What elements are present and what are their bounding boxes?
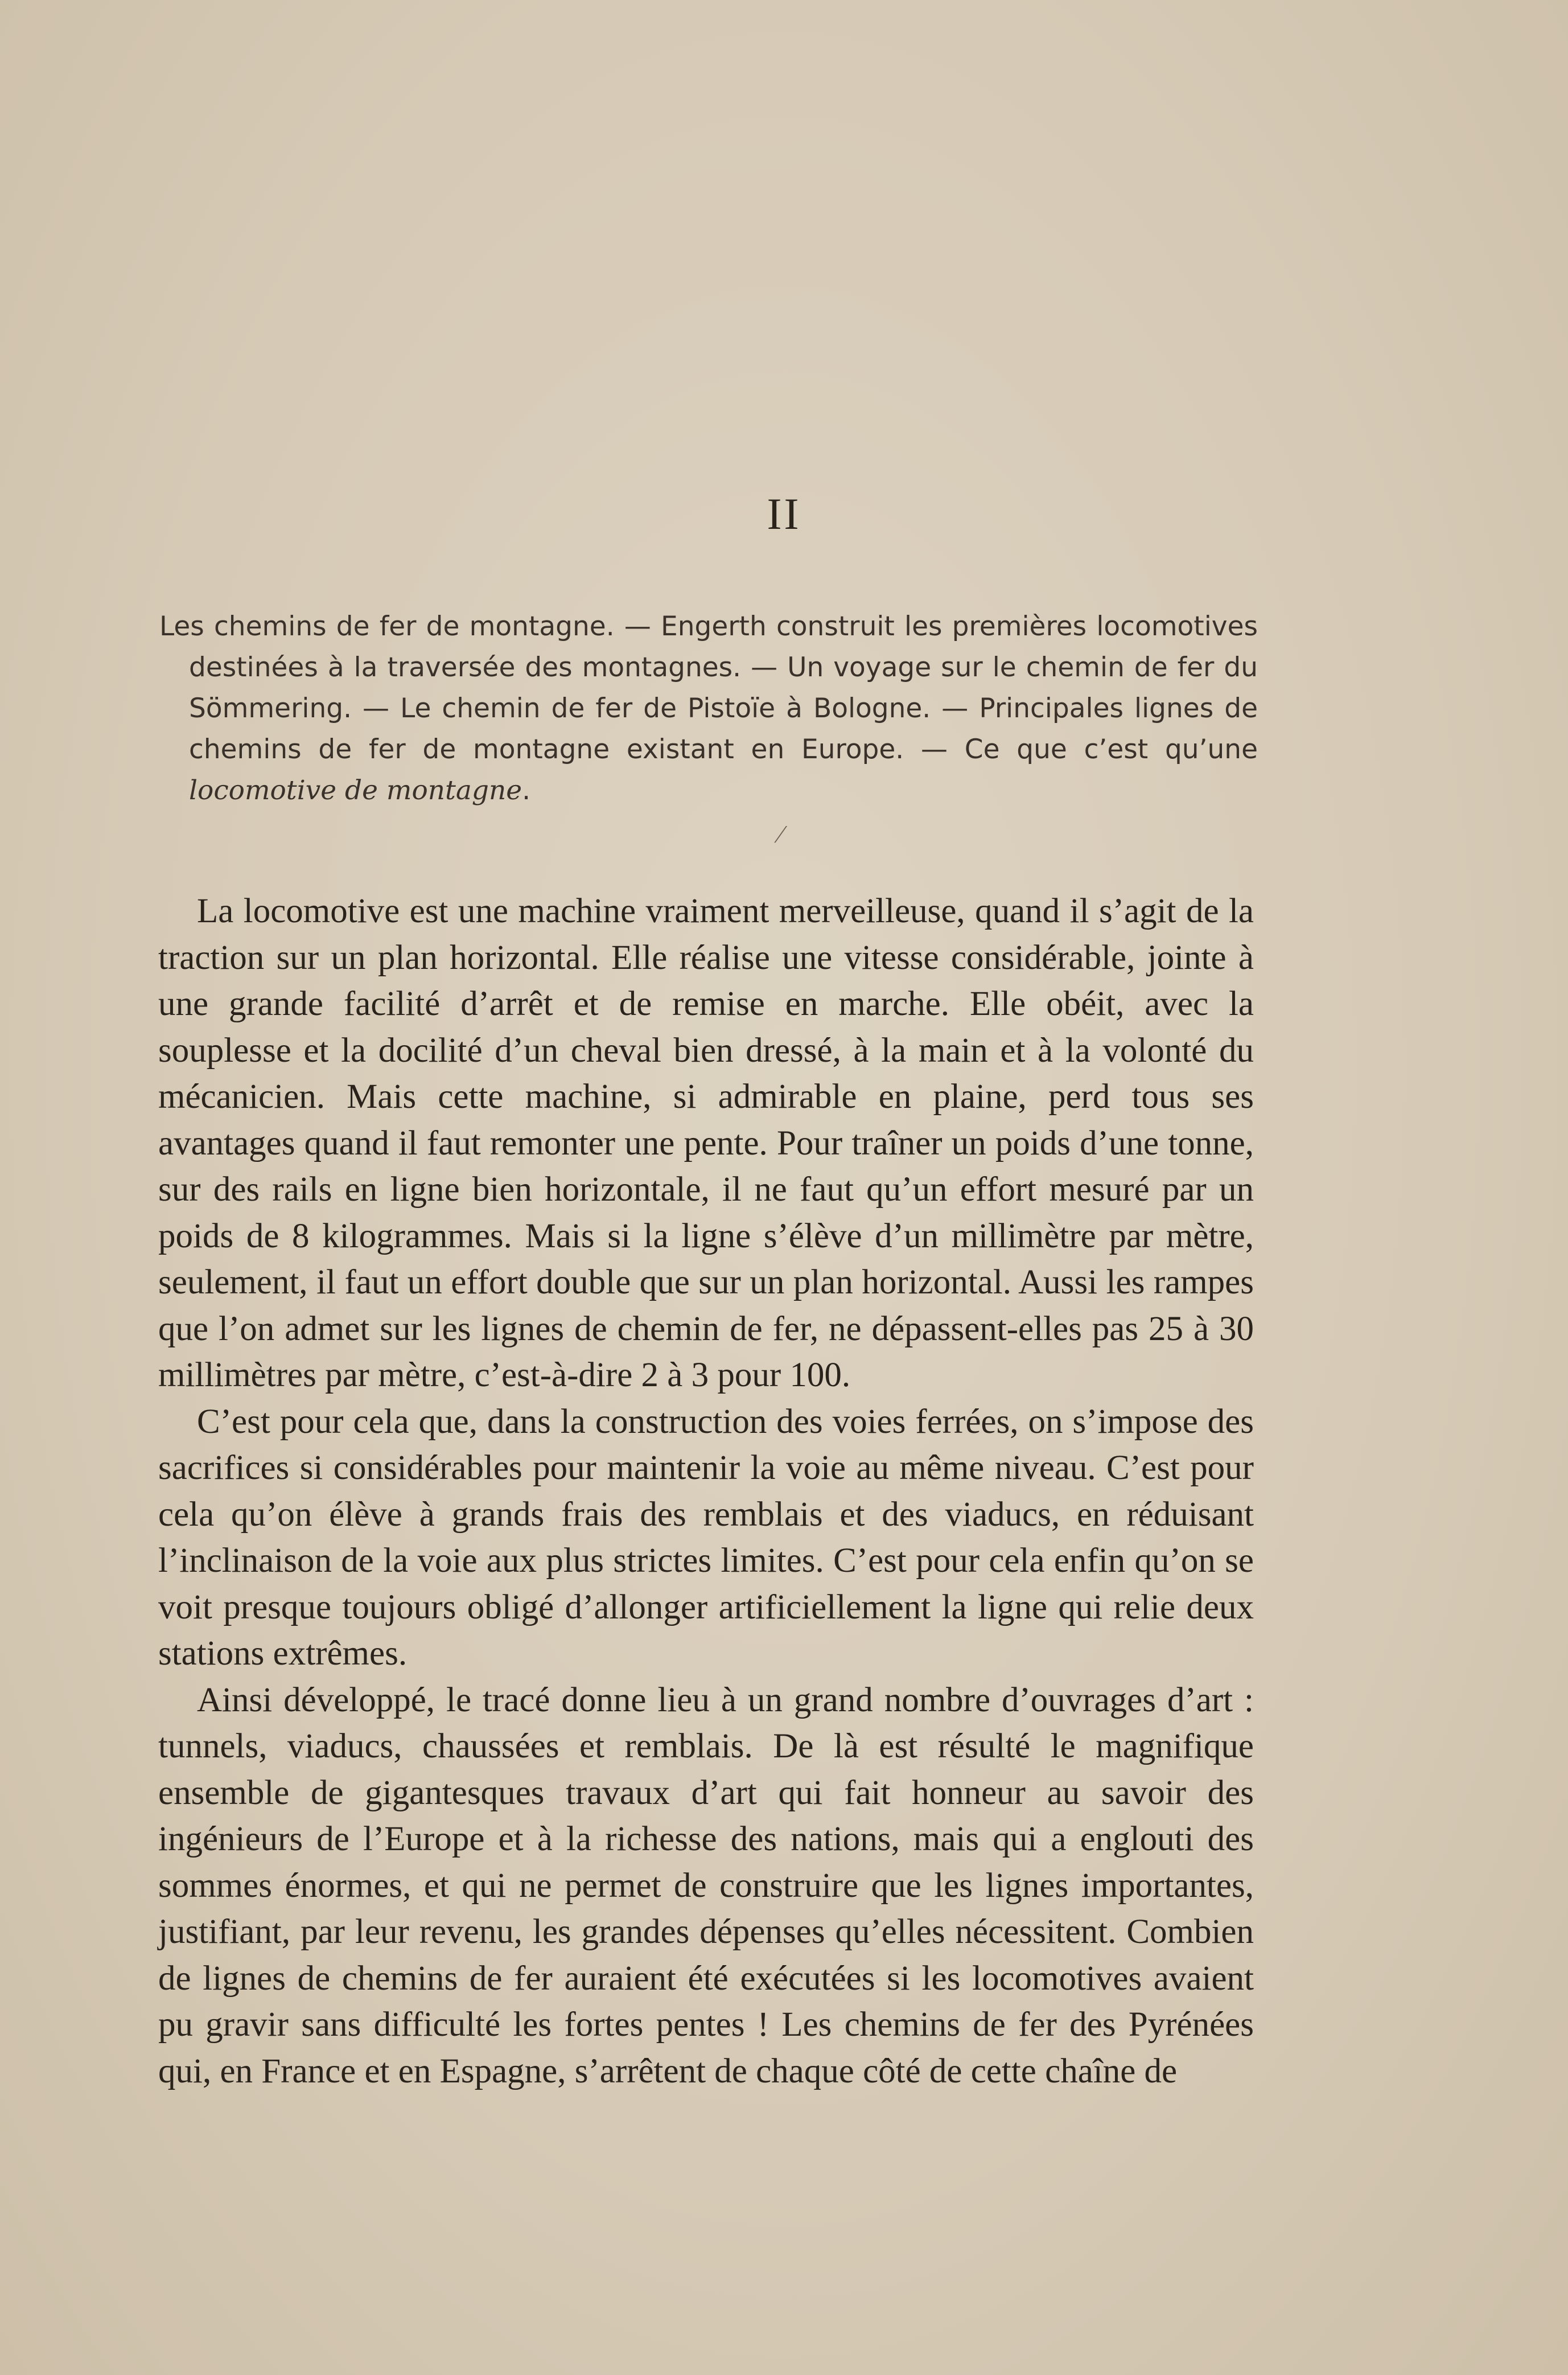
pencil-mark: ⁄ — [779, 820, 783, 848]
summary-italic: locomotive de montagne — [189, 775, 522, 806]
body-text — [158, 888, 1254, 2094]
summary-end: . — [522, 775, 531, 806]
paragraph: C’est pour cela que, dans la construction des voies ferrées, on s’impose des sacrifices si considérables pour maintenir la voie au même niveau. C’est pour cela qu’on élève à grands frais des remblais et des viaducs, en réduisant l’inclinaison de la voie aux plus strictes limites. C’est pour cela enfin qu’on se voit presque toujours obligé d’allonger artificiellement la ligne qui relie deux stations extrêmes. — [158, 1402, 1254, 1673]
chapter-number: II — [767, 489, 801, 539]
chapter-summary — [159, 606, 1258, 811]
paragraph: La locomotive est une machine vraiment merveilleuse, quand il s’agit de la traction sur un plan horizontal. Elle réalise une vitesse considérable, jointe à une grande facilité d’arrêt et de remise en marche. Elle obéit, avec la souplesse et la docilité d’un cheval bien dressé, à la main et à la volonté du mécanicien. Mais cette machine, si admirable en plaine, perd tous ses avantages quand il faut remonter une pente. Pour traîner un poids d’une tonne, sur des rails en ligne bien horizontale, il ne faut qu’un effort mesuré par un poids de 8 kilogrammes. Mais si la ligne s’élève d’un millimètre par mètre, seulement, il faut un effort double que sur un plan horizontal. Aussi les rampes que l’on admet sur les lignes de chemin de fer, ne dépassent-elles pas 25 à 30 millimètres par mètre, c’est-à-dire 2 à 3 pour 100. — [158, 892, 1254, 1394]
summary-text: Les chemins de fer de montagne. — Engerth construit les premières locomotives destinées à la traversée des montagnes. — Un voyage sur le chemin de fer du Sömmering. — Le chemin de fer de Pistoïe à Bologne. — Principales lignes de chemins de fer de montagne existant en Europe. — Ce que c’est qu’une — [159, 611, 1258, 765]
summary-block — [159, 606, 1258, 811]
paragraph: Ainsi développé, le tracé donne lieu à un grand nombre d’ouvrages d’art : tunnels, viaducs, chaussées et remblais. De là est résulté le magnifique ensemble de gigantesques travaux d’art qui fait honneur au savoir des ingénieurs de l’Europe et à la richesse des nations, mais qui a englouti des sommes énormes, et qui ne permet de construire que les lignes importantes, justifiant, par leur revenu, les grandes dépenses qu’elles nécessitent. Combien de lignes de chemins de fer auraient été exécutées si les locomotives avaient pu gravir sans difficulté les fortes pentes ! Les chemins de fer des Pyrénées qui, en France et en Espagne, s’arrêtent de chaque côté de cette chaîne de — [158, 1680, 1254, 2090]
